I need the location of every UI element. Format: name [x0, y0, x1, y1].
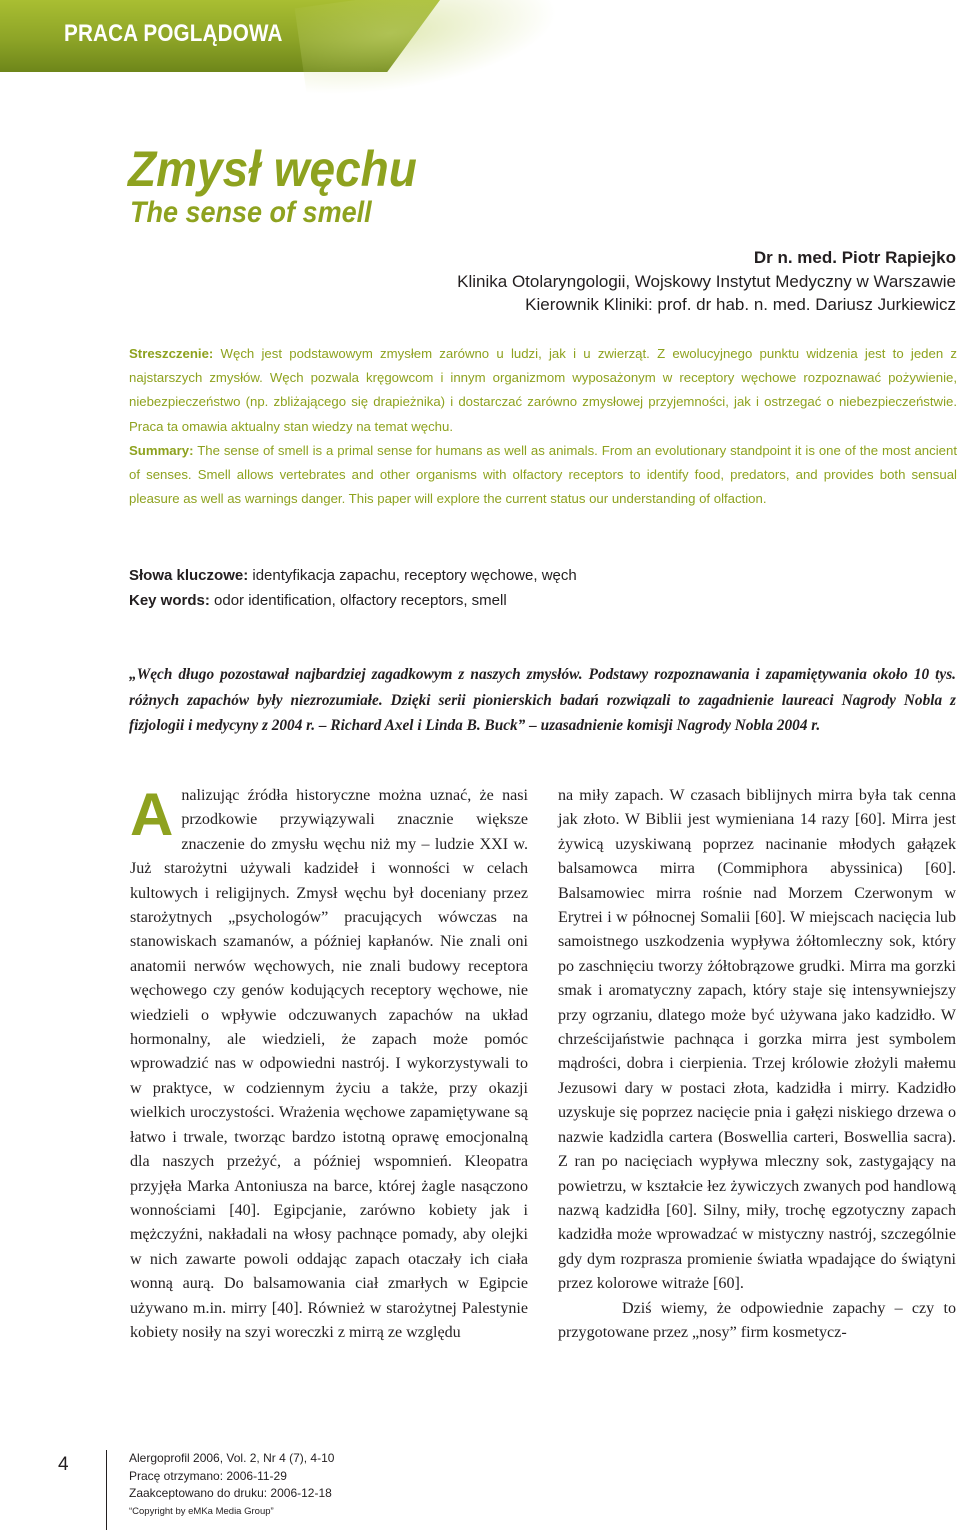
author-affiliation: Klinika Otolaryngologii, Wojskowy Instytut Medyczny w Warszawie — [457, 271, 956, 291]
section-label: PRACA POGLĄDOWA — [64, 20, 283, 47]
leaf-decoration — [295, 0, 566, 103]
abstract-pl — [129, 342, 957, 439]
abstract-en-text: The sense of smell is a primal sense for humans as well as animals. From an evolutionary standpoint it is one of the most ancient of senses. Smell allows vertebrates and other organisms with olfactory receptors to identify food, predators, and provides both sensual pleasure as well as warnings danger. This paper will explore the current status our understanding of olfaction. — [129, 442, 957, 507]
author-name: Dr n. med. Piotr Rapiejko — [753, 248, 956, 267]
drop-cap: A — [130, 781, 174, 848]
keywords-pl — [129, 564, 929, 589]
keywords-pl-label: Słowa kluczowe: — [129, 567, 249, 584]
keywords-pl-text: identyfikacja zapachu, receptory węchowe, węch — [252, 567, 577, 584]
article-title-en: The sense of smell — [130, 196, 372, 229]
body-paragraph — [130, 781, 528, 1345]
clinic-head: Kierownik Kliniki: prof. dr hab. n. med. Dariusz Jurkiewicz — [525, 295, 956, 314]
keywords-en-text: odor identification, olfactory receptors, smell — [214, 591, 507, 609]
abstract-en — [129, 439, 957, 512]
accepted-date: Zaakceptowano do druku: 2006-12-18 — [129, 1486, 332, 1500]
copyright: “Copyright by eMKa Media Group” — [129, 1505, 274, 1517]
body-text-right-1: na miły zapach. W czasach biblijnych mirra była tak cenna jak złoto. W Biblii jest wymieniana 14 razy [60]. Mirra jest żywicą uzyskiwaną poprzez nacinanie młodych gałązek balsamowca mirra (Commiphora abyssinica) [60]. Balsamowiec mirra rośnie nad Morzem Czerwonym w Erytrei i w północnej Somalii [60]. W miejscach nacięcia lub samoistnego uszkodzenia wypływa żółtomleczny sok, który po zaschnięciu tworzy żółtobrązowe grudki. Mirra ma gorzki smak i aromatyczny zapach, który staje się intensywniejszy przy ogrzaniu, dlatego może być używana jako kadzidło. W chrześcijaństwie pachnąca i gorzka mirra jest symbolem mądrości, dobra i cierpienia. Trzej królowie złożyli małemu Jezusowi dary w postaci złota, kadzidła i mirry. Kadzidło uzyskuje się poprzez nacięcie pnia i gałęzi niskiego drzewa o nazwie kadzidla cartera (Boswellia carteri, Boswellia sacra). Z ran po nacięciach wypływa mleczny sok, zastygający na powietrzu, w kształcie łez żywiczych zwanych pod handlową nazwą kadzidła [60]. Silny, miły, trochę egzotyczny zapach kadzidła może wprowadzać w mistyczny nastrój, szczególnie gdy dym rozprasza promienie światła wpadające do świątyni przez kolorowe witraże [60]. — [558, 787, 956, 1293]
page-number: 4 — [58, 1454, 69, 1475]
footer-divider — [106, 1450, 107, 1530]
body-text-right-2: Dziś wiemy, że odpowiednie zapachy – czy to przygotowane przez „nosy” firm kosmetycz- — [558, 1299, 956, 1341]
body-column-right — [558, 784, 956, 1345]
abstract-pl-label: Streszczenie: — [129, 346, 214, 361]
footer-info — [129, 1450, 334, 1520]
abstract-pl-text: Węch jest podstawowym zmysłem zarówno u ludzi, jak i u zwierząt. Z ewolucyjnego punktu widzenia jest to jeden z najstarszych zmysłów. Węch pozwala kręgowcom i innym organizmom wyposażonym w receptory węchowe rozpoznawać pożywienie, niebezpieczeństwo (np. zbliżającego się drapieżnika) i dostarczać zarówno zmysłowej przyjemności, jak i ostrzegać o niebezpieczeństwie. Praca ta omawia aktualny stan wiedzy na temat węchu. — [129, 346, 958, 434]
citation: Alergoprofil 2006, Vol. 2, Nr 4 (7), 4-10 — [129, 1451, 335, 1465]
abstract-en-label: Summary: — [129, 442, 194, 458]
keywords-en — [129, 589, 929, 614]
keywords-en-label: Key words: — [129, 591, 210, 609]
body-text-left: nalizując źródła historyczne można uznać, że nasi przodkowie przywiązywali znacznie większe znaczenie do zmysłu węchu niż my – ludzie XXI w. Już starożytni używali kadzideł i wonności w celach kultowych i religijnych. Zmysł węchu był doceniany przez starożytnych „psychologów” pracujących wówczas na stanowiskach szamanów, a później kapłanów. Nie znali oni anatomii nerwów węchowych, nie znali budowy receptora węchowego czy genów kodujących receptory węchowe, nie wiedzieli o wpływie odczuwanych zapachów na układ hormonalny, ale wiedzieli, że zapach może pomóc wprowadzić nas w odpowiedni nastrój. I wykorzystywali to w praktyce, w codziennym życiu a także, przy okazji wielkich uroczystości. Wrażenia węchowe zapamiętywane są łatwo i trwale, tworząc bardzo istotną oprawę emocjonalną dla naszych przeżyć, a później wspomnień. Kleopatra przyjęła Marka Antoniusza na barce, której żagle nasączono wonnościami [40]. Egipcjanie, zarówno kobiety jak i mężczyźni, nakładali na włosy pachnące pomady, aby olejki w nich zawarte powoli oddając zapach otaczały ich ciała wonną aurą. Do balsamowania ciał zmarłych w Egipcie używano m.in. mirry [40]. Również w starożytnej Palestynie kobiety nosiły na szyi woreczki z mirrą ze względu — [130, 787, 528, 1341]
keywords — [129, 564, 929, 613]
abstract — [129, 342, 957, 511]
author-block — [116, 246, 956, 317]
nobel-quote: „Węch długo pozostawał najbardziej zagadkowym z naszych zmysłów. Podstawy rozpoznawania i zapamiętywania około 10 tys. różnych zapachów były niezrozumiałe. Dzięki serii pionierskich badań rozwiązali to zagadnienie laureaci Nagrody Nobla z fizjologii i medycyny z 2004 r. – Richard Axel i Linda B. Buck” – uzasadnienie komisji Nagrody Nobla 2004 r. — [129, 666, 956, 734]
article-title-pl: Zmysł węchu — [128, 141, 417, 197]
received-date: Pracę otrzymano: 2006-11-29 — [129, 1468, 287, 1483]
body-column-left — [130, 781, 528, 1345]
